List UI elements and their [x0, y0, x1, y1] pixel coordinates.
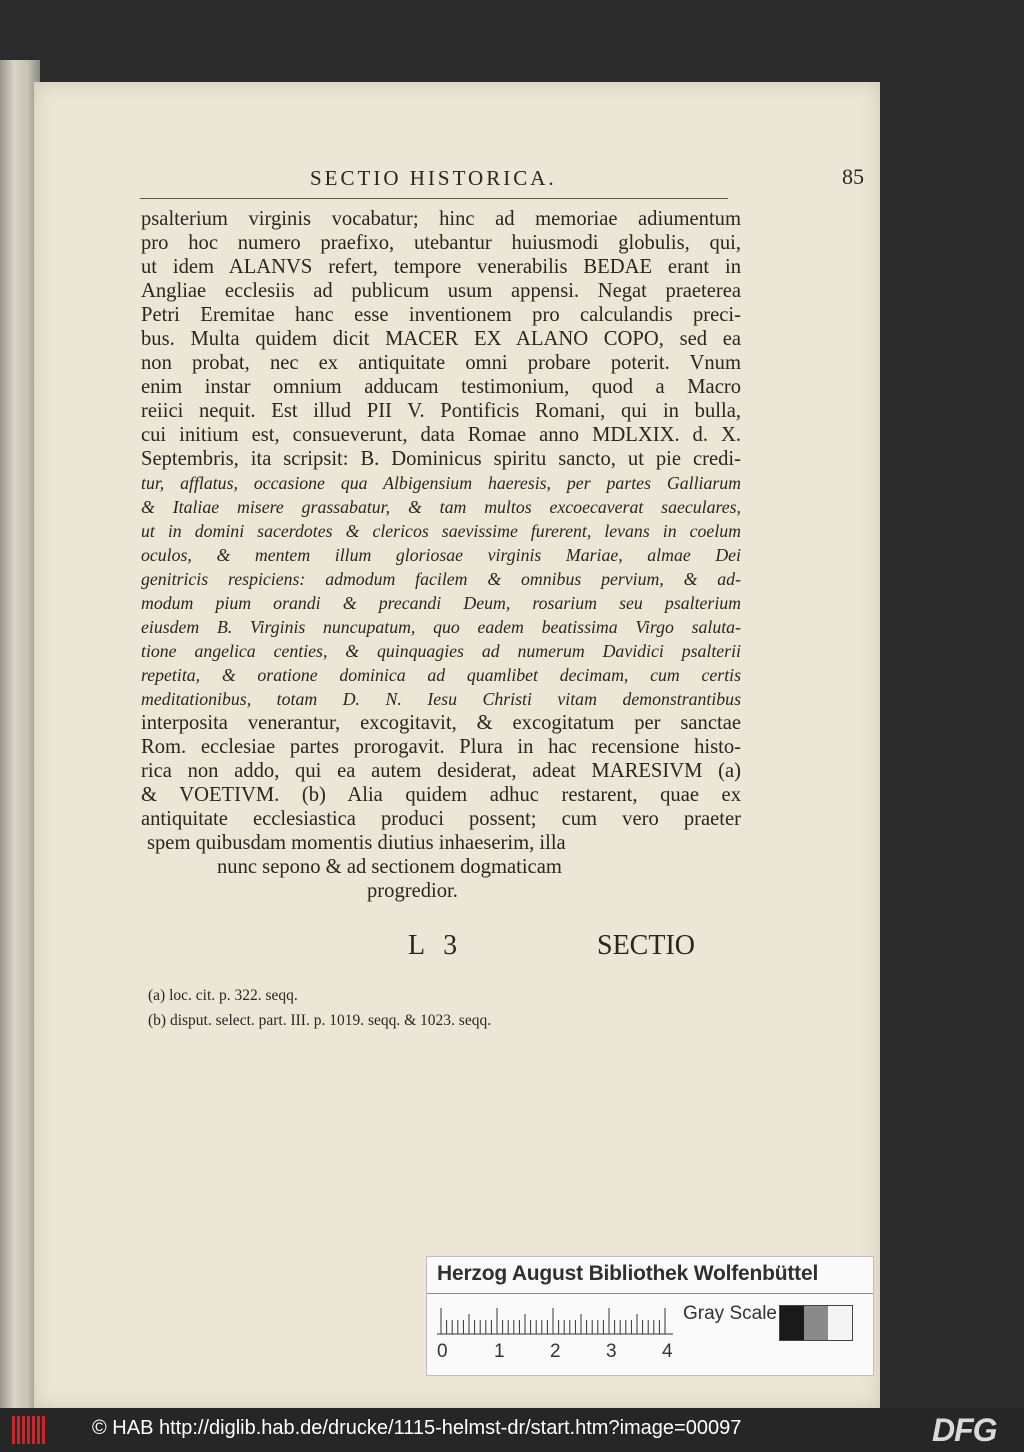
text-line: spem quibusdam momentis diutius inhaeserim, illa — [147, 832, 566, 854]
quoted-line: meditationibus, totam D. N. Iesu Christi vitam demonstrantibus — [141, 689, 741, 709]
ruler-label: 4 — [662, 1341, 673, 1362]
quoted-line: oculos, & mentem illum gloriosae virginis Mariae, almae Dei — [141, 545, 741, 565]
text-line: antiquitate ecclesiastica produci possent; cum vero praeter — [141, 808, 741, 830]
text-line: ut idem ALANVS refert, tempore venerabilis BEDAE erant in — [141, 256, 741, 278]
body-text — [141, 207, 741, 903]
text-line: bus. Multa quidem dicit MACER EX ALANO COPO, sed ea — [141, 328, 741, 350]
text-line: rica non addo, qui ea autem desiderat, adeat MARESIVM (a) — [141, 760, 741, 782]
quoted-line: genitricis respiciens: admodum facilem & omnibus pervium, & ad- — [141, 569, 741, 589]
text-line: psalterium virginis vocabatur; hinc ad memoriae adiumentum — [141, 208, 741, 230]
footer-bar — [0, 1408, 1024, 1452]
text-line: interposita venerantur, excogitavit, & excogitatum per sanctae — [141, 712, 741, 734]
color-reference-card — [426, 1256, 874, 1376]
source-url[interactable]: © HAB http://diglib.hab.de/drucke/1115-helmst-dr/start.htm?image=00097 — [92, 1417, 742, 1439]
card-divider — [427, 1293, 873, 1294]
quoted-line: & Italiae misere grassabatur, & tam multos excoecaverat saeculares, — [141, 497, 741, 517]
text-line: non probat, nec ex antiquitate omni probare poterit. Vnum — [141, 352, 741, 374]
text-line: & VOETIVM. (b) Alia quidem adhuc restarent, quae ex — [141, 784, 741, 806]
quoted-line: repetita, & oratione dominica ad quamlibet decimam, cum certis — [141, 665, 741, 685]
ruler-label: 1 — [494, 1341, 505, 1362]
text-line: cui initium est, consueverunt, data Romae anno MDLXIX. d. X. — [141, 424, 741, 446]
ruler-label: 0 — [437, 1341, 448, 1362]
quoted-line: tur, afflatus, occasione qua Albigensium haeresis, per partes Galliarum — [141, 473, 741, 493]
library-name: Herzog August Bibliothek Wolfenbüttel — [437, 1262, 819, 1285]
ruler-label: 2 — [550, 1341, 561, 1362]
running-head-rule — [140, 198, 728, 199]
text-line: Angliae ecclesiis ad publicum usum appensi. Negat praeterea — [141, 280, 741, 302]
text-line: reiici nequit. Est illud PII V. Pontificis Romani, qui in bulla, — [141, 400, 741, 422]
text-line: Rom. ecclesiae partes prorogavit. Plura in hac recensione histo- — [141, 736, 741, 758]
hab-logo-icon — [12, 1416, 46, 1444]
gray-swatch-dark — [780, 1306, 804, 1340]
ruler-scale — [437, 1307, 697, 1335]
custos-line — [0, 930, 1024, 970]
ruler-label: 3 — [606, 1341, 617, 1362]
ruler-labels — [437, 1341, 697, 1365]
footnotes — [148, 983, 491, 1033]
running-head — [0, 164, 1024, 194]
text-line: pro hoc numero praefixo, utebantur huiusmodi globulis, qui, — [141, 232, 741, 254]
running-head-title: SECTIO HISTORICA. — [310, 166, 557, 190]
text-line: Petri Eremitae hanc esse inventionem pro calculandis preci- — [141, 304, 741, 326]
text-line: progredior. — [367, 880, 458, 902]
quoted-line: tione angelica centies, & quinquagies ad numerum Davidici psalterii — [141, 641, 741, 661]
text-line: Septembris, ita scripsit: B. Dominicus spiritu sancto, ut pie credi- — [141, 448, 741, 470]
quoted-line: ut in domini sacerdotes & clericos saevissime furerent, levans in coelum — [141, 521, 741, 541]
page-number: 85 — [842, 164, 864, 189]
catchword: SECTIO — [597, 930, 695, 961]
footnote-a: (a) loc. cit. p. 322. seqq. — [148, 987, 298, 1004]
gray-swatch-mid — [804, 1306, 828, 1340]
quoted-line: modum pium orandi & precandi Deum, rosarium seu psalterium — [141, 593, 741, 613]
quoted-line: eiusdem B. Virginis nuncupatum, quo eadem beatissima Virgo saluta- — [141, 617, 741, 637]
text-line: enim instar omnium adducam testimonium, quod a Macro — [141, 376, 741, 398]
gray-swatch-light — [828, 1306, 852, 1340]
gray-scale-label: Gray Scale — [683, 1303, 777, 1324]
dfg-logo-icon: DFG — [932, 1412, 997, 1448]
footnote-b: (b) disput. select. part. III. p. 1019. seqq. & 1023. seqq. — [148, 1012, 492, 1029]
signature-mark: L 3 — [408, 930, 464, 961]
text-line: nunc sepono & ad sectionem dogmaticam — [217, 856, 562, 878]
gray-scale-swatches — [779, 1305, 853, 1341]
